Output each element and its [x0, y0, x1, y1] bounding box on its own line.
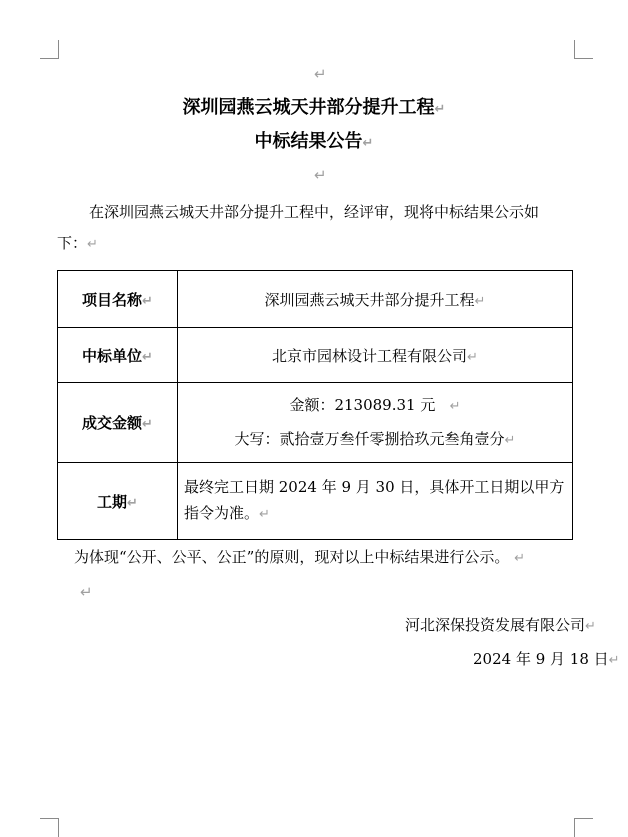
title-text-1: 深圳园燕云城天井部分提升工程 [182, 97, 435, 118]
paragraph-mark-icon: ↵ [362, 136, 374, 151]
title-line-2 [0, 132, 628, 154]
amount-label: 成交金额↵ [58, 383, 178, 463]
date-text: 2024 年 9 月 18 日 [473, 650, 609, 668]
table-row [58, 463, 573, 540]
paragraph-mark-icon: ↵ [585, 619, 596, 634]
title-text-2: 中标结果公告 [254, 131, 363, 152]
amount-number: 金额：213089.31 元 ↵ [289, 395, 461, 414]
closing-statement [74, 547, 525, 569]
period-value: 最终完工日期 2024 年 9 月 30 日，具体开工日期以甲方指令为准。↵ [178, 463, 573, 540]
amount-uppercase: 大写：贰拾壹万叁仟零捌拾玖元叁角壹分↵ [234, 429, 516, 448]
corner-mark-bottom-right [574, 818, 593, 837]
table-row [58, 383, 573, 463]
period-label: 工期↵ [58, 463, 178, 540]
result-table [57, 270, 573, 540]
closing-text: 为体现“公开、公平、公正”的原则，现对以上中标结果进行公示。 [74, 548, 510, 566]
intro-text-2: 下： [57, 234, 88, 252]
company-name: 河北深保投资发展有限公司 [405, 616, 586, 634]
paragraph-mark-icon: ↵ [608, 653, 620, 668]
signature-date [473, 649, 620, 671]
paragraph-mark-icon: ↵ [314, 166, 327, 184]
winner-value: 北京市园林设计工程有限公司↵ [178, 328, 573, 383]
amount-value [178, 383, 573, 463]
table-row [58, 328, 573, 383]
project-name-value: 深圳园燕云城天井部分提升工程↵ [178, 271, 573, 328]
intro-line-2 [57, 233, 98, 255]
paragraph-mark-icon: ↵ [314, 65, 327, 83]
table-row [58, 271, 573, 328]
corner-mark-top-left [40, 40, 59, 59]
corner-mark-bottom-left [40, 818, 59, 837]
signature-company [405, 615, 596, 637]
intro-line-1: 在深圳园燕云城天井部分提升工程中，经评审，现将中标结果公示如 [89, 203, 540, 221]
paragraph-mark-icon: ↵ [87, 237, 98, 252]
paragraph-mark-icon: ↵ [514, 551, 526, 566]
project-name-label: 项目名称↵ [58, 271, 178, 328]
winner-label: 中标单位↵ [58, 328, 178, 383]
corner-mark-top-right [574, 40, 593, 59]
paragraph-mark-icon: ↵ [80, 583, 93, 601]
paragraph-mark-icon: ↵ [434, 102, 446, 117]
title-line-1 [0, 98, 628, 120]
